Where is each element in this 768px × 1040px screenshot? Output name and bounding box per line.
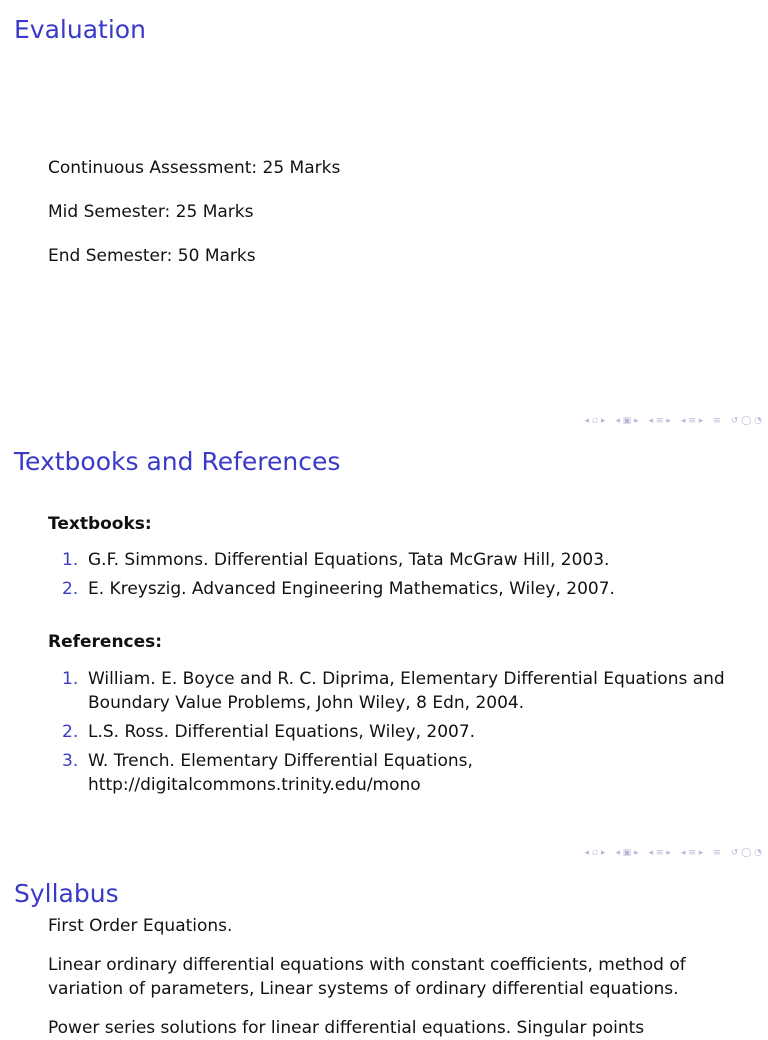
nav-section-icon[interactable]: ◂ ≡ ▸ (648, 416, 671, 426)
nav-search-icon[interactable]: ↺ ◯ ◔ (730, 848, 762, 858)
slide-title: Textbooks and References (14, 447, 341, 476)
syllabus-paragraph: Power series solutions for linear differential equations. Singular points (48, 1018, 645, 1038)
list-item-text: William. E. Boyce and R. C. Diprima, Elementary Differential Equations and Boundary Value Problems, John Wiley, 8 Edn, 2004. (88, 669, 725, 713)
list-item (48, 720, 738, 744)
nav-subsection-icon[interactable]: ◂ ▣ ▸ (615, 416, 639, 426)
nav-document-icon[interactable]: ◂ ≡ ▸ (680, 848, 704, 858)
list-item (48, 749, 738, 797)
list-number: 1. (62, 550, 79, 570)
list-item-text: W. Trench. Elementary Differential Equations, http://digitalcommons.trinity.edu/mono (88, 751, 473, 795)
nav-search-icon[interactable]: ↺ ◯ ◔ (730, 416, 762, 426)
nav-subsection-icon[interactable]: ◂ ▣ ▸ (615, 848, 639, 858)
list-item-text: E. Kreyszig. Advanced Engineering Mathematics, Wiley, 2007. (88, 579, 615, 599)
evaluation-item: End Semester: 50 Marks (48, 246, 256, 266)
references-heading: References: (48, 632, 163, 652)
references-list (48, 667, 738, 797)
nav-document-icon[interactable]: ◂ ≡ ▸ (680, 416, 704, 426)
list-item (48, 577, 738, 601)
slide-title: Evaluation (14, 15, 146, 44)
list-item-text: G.F. Simmons. Differential Equations, Tata McGraw Hill, 2003. (88, 550, 610, 570)
slide-title: Syllabus (14, 879, 119, 908)
slide-syllabus (0, 864, 768, 1038)
list-item-text: L.S. Ross. Differential Equations, Wiley, 2007. (88, 722, 476, 742)
slide-evaluation (0, 0, 768, 432)
list-number: 2. (62, 579, 79, 599)
list-number: 3. (62, 751, 79, 771)
beamer-navigation-bar[interactable] (585, 416, 763, 426)
nav-section-icon[interactable]: ◂ ≡ ▸ (648, 848, 671, 858)
textbooks-list (48, 548, 738, 601)
slide-textbooks-references (0, 432, 768, 864)
evaluation-item: Continuous Assessment: 25 Marks (48, 158, 341, 178)
syllabus-paragraph: Linear ordinary differential equations with constant coefficients, method of variation of parameters, Linear systems of ordinary differential equations. (48, 955, 686, 999)
nav-frame-icon[interactable]: ◂ ▫ ▸ (584, 848, 606, 858)
list-number: 2. (62, 722, 79, 742)
list-number: 1. (62, 669, 79, 689)
beamer-navigation-bar[interactable] (585, 848, 763, 858)
syllabus-paragraph: First Order Equations. (48, 916, 233, 936)
textbooks-heading: Textbooks: (48, 514, 152, 534)
nav-appendix-icon[interactable]: ≡ (713, 848, 721, 858)
list-item (48, 548, 738, 572)
nav-appendix-icon[interactable]: ≡ (713, 416, 721, 426)
evaluation-item: Mid Semester: 25 Marks (48, 202, 254, 222)
nav-frame-icon[interactable]: ◂ ▫ ▸ (584, 416, 606, 426)
list-item (48, 667, 738, 715)
